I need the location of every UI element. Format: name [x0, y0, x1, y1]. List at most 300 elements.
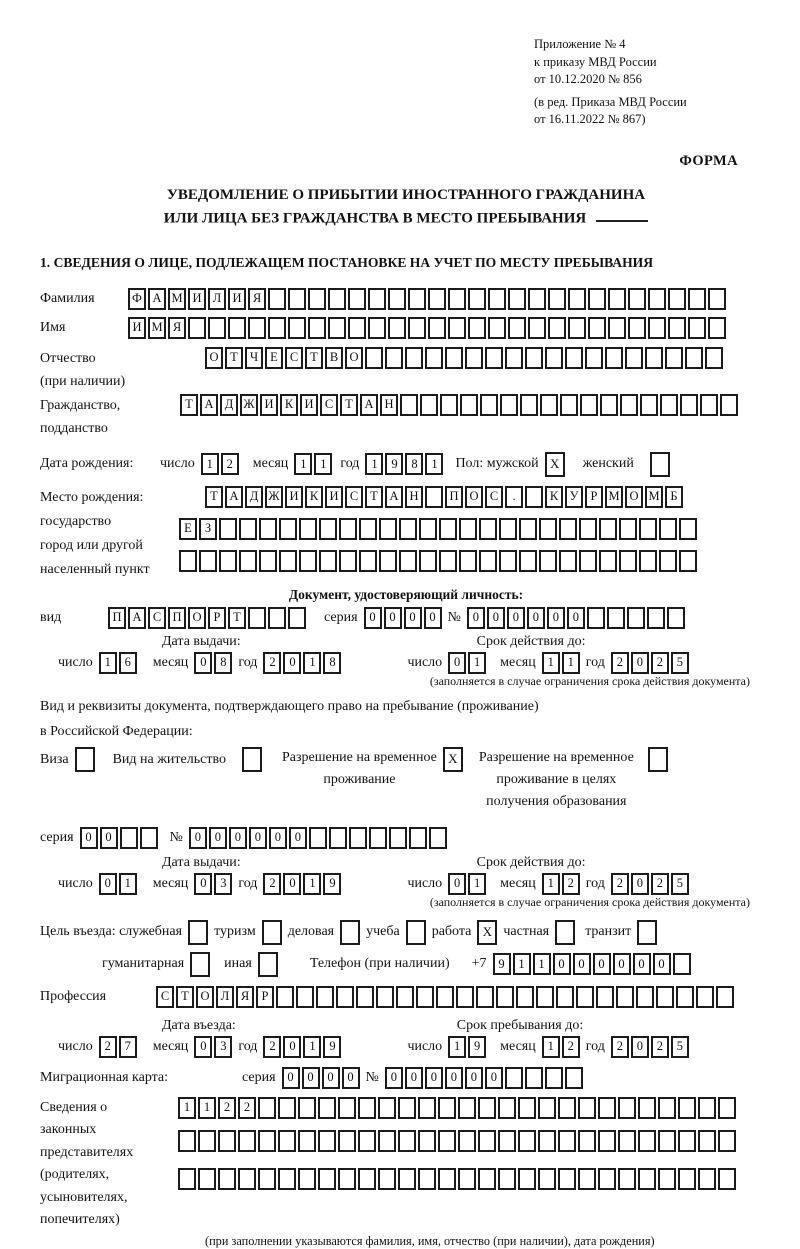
- char-box[interactable]: [369, 827, 387, 849]
- char-box[interactable]: [607, 607, 625, 629]
- char-box[interactable]: [638, 1168, 656, 1190]
- char-box[interactable]: 9: [323, 873, 341, 895]
- char-box[interactable]: [659, 550, 677, 572]
- char-box[interactable]: [538, 1097, 556, 1119]
- char-box[interactable]: [545, 1067, 563, 1089]
- char-box[interactable]: [406, 920, 426, 945]
- char-box[interactable]: 1: [314, 453, 332, 475]
- char-box[interactable]: 0: [448, 652, 466, 674]
- char-box[interactable]: Р: [208, 607, 226, 629]
- char-box[interactable]: [667, 607, 685, 629]
- char-box[interactable]: [319, 550, 337, 572]
- char-box[interactable]: [258, 952, 278, 977]
- char-box[interactable]: [438, 1130, 456, 1152]
- char-box[interactable]: [248, 607, 266, 629]
- char-box[interactable]: [458, 1130, 476, 1152]
- char-box[interactable]: 0: [631, 652, 649, 674]
- char-box[interactable]: [468, 317, 486, 339]
- char-box[interactable]: [540, 394, 558, 416]
- char-box[interactable]: [328, 288, 346, 310]
- char-box[interactable]: [650, 452, 670, 477]
- char-box[interactable]: [288, 317, 306, 339]
- char-box[interactable]: [508, 288, 526, 310]
- char-box[interactable]: 9: [468, 1036, 486, 1058]
- char-box[interactable]: 0: [342, 1067, 360, 1089]
- char-box[interactable]: [705, 347, 723, 369]
- char-box[interactable]: 0: [485, 1067, 503, 1089]
- char-box[interactable]: [400, 394, 418, 416]
- char-box[interactable]: [559, 518, 577, 540]
- char-box[interactable]: [242, 747, 262, 772]
- char-box[interactable]: Л: [208, 288, 226, 310]
- char-box[interactable]: [516, 986, 534, 1008]
- char-box[interactable]: 1: [294, 453, 312, 475]
- char-box[interactable]: [448, 317, 466, 339]
- char-box[interactable]: [518, 1168, 536, 1190]
- char-box[interactable]: [479, 518, 497, 540]
- char-box[interactable]: [620, 394, 638, 416]
- char-box[interactable]: [279, 550, 297, 572]
- char-box[interactable]: [428, 317, 446, 339]
- char-box[interactable]: [259, 550, 277, 572]
- char-box[interactable]: [485, 347, 503, 369]
- char-box[interactable]: [579, 518, 597, 540]
- char-box[interactable]: 0: [283, 873, 301, 895]
- char-box[interactable]: [539, 518, 557, 540]
- char-box[interactable]: [698, 1097, 716, 1119]
- char-box[interactable]: М: [168, 288, 186, 310]
- char-box[interactable]: [358, 1130, 376, 1152]
- char-box[interactable]: [299, 550, 317, 572]
- char-box[interactable]: [538, 1168, 556, 1190]
- char-box[interactable]: [429, 827, 447, 849]
- char-box[interactable]: [458, 1168, 476, 1190]
- char-box[interactable]: А: [148, 288, 166, 310]
- char-box[interactable]: .: [505, 486, 523, 508]
- char-box[interactable]: Л: [216, 986, 234, 1008]
- char-box[interactable]: [218, 1130, 236, 1152]
- char-box[interactable]: И: [188, 288, 206, 310]
- char-box[interactable]: [388, 317, 406, 339]
- char-box[interactable]: 2: [263, 873, 281, 895]
- char-box[interactable]: [465, 347, 483, 369]
- char-box[interactable]: [460, 394, 478, 416]
- char-box[interactable]: 0: [445, 1067, 463, 1089]
- char-box[interactable]: [408, 288, 426, 310]
- char-box[interactable]: [368, 288, 386, 310]
- char-box[interactable]: 0: [99, 873, 117, 895]
- char-box[interactable]: М: [605, 486, 623, 508]
- char-box[interactable]: 1: [201, 453, 219, 475]
- char-box[interactable]: [639, 550, 657, 572]
- char-box[interactable]: С: [285, 347, 303, 369]
- char-box[interactable]: 0: [553, 953, 571, 975]
- char-box[interactable]: 1: [533, 953, 551, 975]
- char-box[interactable]: [558, 1168, 576, 1190]
- char-box[interactable]: [618, 1168, 636, 1190]
- char-box[interactable]: [680, 394, 698, 416]
- char-box[interactable]: [528, 288, 546, 310]
- char-box[interactable]: [688, 317, 706, 339]
- char-box[interactable]: [560, 394, 578, 416]
- char-box[interactable]: [198, 1130, 216, 1152]
- char-box[interactable]: [639, 518, 657, 540]
- char-box[interactable]: 1: [365, 453, 383, 475]
- char-box[interactable]: [338, 1130, 356, 1152]
- char-box[interactable]: [479, 550, 497, 572]
- char-box[interactable]: [638, 1097, 656, 1119]
- char-box[interactable]: [625, 347, 643, 369]
- char-box[interactable]: [668, 317, 686, 339]
- char-box[interactable]: [318, 1130, 336, 1152]
- char-box[interactable]: [545, 347, 563, 369]
- char-box[interactable]: О: [188, 607, 206, 629]
- char-box[interactable]: 0: [364, 607, 382, 629]
- char-box[interactable]: [140, 827, 158, 849]
- char-box[interactable]: [378, 1097, 396, 1119]
- char-box[interactable]: [555, 920, 575, 945]
- char-box[interactable]: [678, 1168, 696, 1190]
- char-box[interactable]: Р: [256, 986, 274, 1008]
- char-box[interactable]: 2: [651, 652, 669, 674]
- char-box[interactable]: 0: [487, 607, 505, 629]
- char-box[interactable]: [459, 550, 477, 572]
- char-box[interactable]: [637, 920, 657, 945]
- char-box[interactable]: [258, 1097, 276, 1119]
- char-box[interactable]: [499, 550, 517, 572]
- char-box[interactable]: [328, 317, 346, 339]
- char-box[interactable]: [679, 518, 697, 540]
- char-box[interactable]: [585, 347, 603, 369]
- char-box[interactable]: 0: [194, 1036, 212, 1058]
- char-box[interactable]: [396, 986, 414, 1008]
- char-box[interactable]: [636, 986, 654, 1008]
- char-box[interactable]: [208, 317, 226, 339]
- char-box[interactable]: [718, 1168, 736, 1190]
- char-box[interactable]: [558, 1097, 576, 1119]
- char-box[interactable]: Д: [245, 486, 263, 508]
- char-box[interactable]: [700, 394, 718, 416]
- char-box[interactable]: 1: [425, 453, 443, 475]
- char-box[interactable]: [679, 550, 697, 572]
- char-box[interactable]: [658, 1097, 676, 1119]
- char-box[interactable]: [359, 550, 377, 572]
- char-box[interactable]: [258, 1130, 276, 1152]
- char-box[interactable]: [685, 347, 703, 369]
- char-box[interactable]: [528, 317, 546, 339]
- char-box[interactable]: [198, 1168, 216, 1190]
- char-box[interactable]: Н: [405, 486, 423, 508]
- char-box[interactable]: О: [205, 347, 223, 369]
- char-box[interactable]: [480, 394, 498, 416]
- char-box[interactable]: [587, 607, 605, 629]
- char-box[interactable]: 2: [562, 1036, 580, 1058]
- char-box[interactable]: 3: [214, 1036, 232, 1058]
- char-box[interactable]: [578, 1168, 596, 1190]
- char-box[interactable]: [505, 347, 523, 369]
- char-box[interactable]: [619, 550, 637, 572]
- char-box[interactable]: [308, 317, 326, 339]
- char-box[interactable]: [548, 288, 566, 310]
- char-box[interactable]: [405, 347, 423, 369]
- char-box[interactable]: [440, 394, 458, 416]
- char-box[interactable]: [598, 1130, 616, 1152]
- char-box[interactable]: 0: [631, 1036, 649, 1058]
- char-box[interactable]: И: [228, 288, 246, 310]
- char-box[interactable]: 0: [80, 827, 98, 849]
- char-box[interactable]: [298, 1168, 316, 1190]
- char-box[interactable]: 2: [611, 873, 629, 895]
- char-box[interactable]: 2: [263, 652, 281, 674]
- char-box[interactable]: Т: [228, 607, 246, 629]
- char-box[interactable]: [365, 347, 383, 369]
- char-box[interactable]: 1: [99, 652, 117, 674]
- char-box[interactable]: [219, 550, 237, 572]
- char-box[interactable]: 9: [385, 453, 403, 475]
- char-box[interactable]: [276, 986, 294, 1008]
- char-box[interactable]: [438, 1097, 456, 1119]
- char-box[interactable]: [525, 347, 543, 369]
- char-box[interactable]: [420, 394, 438, 416]
- char-box[interactable]: О: [196, 986, 214, 1008]
- char-box[interactable]: 0: [425, 1067, 443, 1089]
- char-box[interactable]: 0: [269, 827, 287, 849]
- char-box[interactable]: [648, 288, 666, 310]
- char-box[interactable]: [658, 1130, 676, 1152]
- char-box[interactable]: Т: [225, 347, 243, 369]
- char-box[interactable]: [278, 1097, 296, 1119]
- char-box[interactable]: [278, 1130, 296, 1152]
- char-box[interactable]: [349, 827, 367, 849]
- char-box[interactable]: [538, 1130, 556, 1152]
- char-box[interactable]: [376, 986, 394, 1008]
- char-box[interactable]: 0: [573, 953, 591, 975]
- char-box[interactable]: [340, 920, 360, 945]
- char-box[interactable]: [319, 518, 337, 540]
- char-box[interactable]: [238, 1168, 256, 1190]
- char-box[interactable]: С: [345, 486, 363, 508]
- char-box[interactable]: [389, 827, 407, 849]
- char-box[interactable]: [580, 394, 598, 416]
- char-box[interactable]: [478, 1168, 496, 1190]
- char-box[interactable]: [218, 1168, 236, 1190]
- char-box[interactable]: [329, 827, 347, 849]
- char-box[interactable]: [409, 827, 427, 849]
- char-box[interactable]: 0: [633, 953, 651, 975]
- char-box[interactable]: [678, 1097, 696, 1119]
- char-box[interactable]: [665, 347, 683, 369]
- char-box[interactable]: А: [385, 486, 403, 508]
- char-box[interactable]: [438, 1168, 456, 1190]
- char-box[interactable]: 1: [178, 1097, 196, 1119]
- char-box[interactable]: [519, 518, 537, 540]
- char-box[interactable]: 2: [651, 873, 669, 895]
- char-box[interactable]: К: [545, 486, 563, 508]
- char-box[interactable]: 1: [303, 1036, 321, 1058]
- char-box[interactable]: [288, 607, 306, 629]
- char-box[interactable]: [578, 1097, 596, 1119]
- char-box[interactable]: [518, 1130, 536, 1152]
- char-box[interactable]: 0: [194, 652, 212, 674]
- char-box[interactable]: [498, 1168, 516, 1190]
- char-box[interactable]: 5: [671, 652, 689, 674]
- char-box[interactable]: 6: [119, 652, 137, 674]
- char-box[interactable]: [259, 518, 277, 540]
- char-box[interactable]: С: [148, 607, 166, 629]
- char-box[interactable]: Т: [365, 486, 383, 508]
- char-box[interactable]: Е: [179, 518, 197, 540]
- char-box[interactable]: Т: [340, 394, 358, 416]
- char-box[interactable]: [318, 1097, 336, 1119]
- char-box[interactable]: [219, 518, 237, 540]
- char-box[interactable]: [398, 1097, 416, 1119]
- char-box[interactable]: 0: [282, 1067, 300, 1089]
- char-box[interactable]: [627, 607, 645, 629]
- char-box[interactable]: [439, 518, 457, 540]
- char-box[interactable]: [608, 288, 626, 310]
- char-box[interactable]: [673, 953, 691, 975]
- char-box[interactable]: 0: [527, 607, 545, 629]
- char-box[interactable]: Т: [305, 347, 323, 369]
- char-box[interactable]: [268, 288, 286, 310]
- char-box[interactable]: [419, 518, 437, 540]
- char-box[interactable]: [339, 550, 357, 572]
- char-box[interactable]: [608, 317, 626, 339]
- char-box[interactable]: [559, 550, 577, 572]
- char-box[interactable]: [268, 317, 286, 339]
- char-box[interactable]: 3: [214, 873, 232, 895]
- char-box[interactable]: X: [477, 920, 497, 945]
- char-box[interactable]: [578, 1130, 596, 1152]
- char-box[interactable]: [628, 288, 646, 310]
- char-box[interactable]: [379, 518, 397, 540]
- char-box[interactable]: [579, 550, 597, 572]
- char-box[interactable]: [298, 1130, 316, 1152]
- char-box[interactable]: 0: [404, 607, 422, 629]
- char-box[interactable]: 2: [611, 652, 629, 674]
- char-box[interactable]: [120, 827, 138, 849]
- char-box[interactable]: А: [360, 394, 378, 416]
- char-box[interactable]: [179, 550, 197, 572]
- char-box[interactable]: [658, 1168, 676, 1190]
- char-box[interactable]: [408, 317, 426, 339]
- char-box[interactable]: [339, 518, 357, 540]
- char-box[interactable]: 7: [119, 1036, 137, 1058]
- char-box[interactable]: [656, 986, 674, 1008]
- char-box[interactable]: 0: [467, 607, 485, 629]
- char-box[interactable]: 0: [209, 827, 227, 849]
- char-box[interactable]: [720, 394, 738, 416]
- char-box[interactable]: 1: [468, 873, 486, 895]
- char-box[interactable]: [439, 550, 457, 572]
- char-box[interactable]: [419, 550, 437, 572]
- char-box[interactable]: [600, 394, 618, 416]
- char-box[interactable]: 2: [611, 1036, 629, 1058]
- char-box[interactable]: 2: [221, 453, 239, 475]
- char-box[interactable]: [660, 394, 678, 416]
- char-box[interactable]: З: [199, 518, 217, 540]
- char-box[interactable]: [348, 317, 366, 339]
- char-box[interactable]: [309, 827, 327, 849]
- char-box[interactable]: Я: [248, 288, 266, 310]
- char-box[interactable]: 2: [562, 873, 580, 895]
- char-box[interactable]: 0: [385, 1067, 403, 1089]
- char-box[interactable]: [75, 747, 95, 772]
- char-box[interactable]: [556, 986, 574, 1008]
- char-box[interactable]: [598, 1168, 616, 1190]
- char-box[interactable]: [596, 986, 614, 1008]
- char-box[interactable]: 9: [323, 1036, 341, 1058]
- char-box[interactable]: 0: [631, 873, 649, 895]
- char-box[interactable]: [618, 1130, 636, 1152]
- char-box[interactable]: [668, 288, 686, 310]
- char-box[interactable]: [718, 1097, 736, 1119]
- char-box[interactable]: [418, 1168, 436, 1190]
- char-box[interactable]: [645, 347, 663, 369]
- char-box[interactable]: И: [260, 394, 278, 416]
- char-box[interactable]: Д: [220, 394, 238, 416]
- char-box[interactable]: Ж: [240, 394, 258, 416]
- char-box[interactable]: 0: [567, 607, 585, 629]
- char-box[interactable]: [565, 1067, 583, 1089]
- char-box[interactable]: [448, 288, 466, 310]
- char-box[interactable]: [418, 1130, 436, 1152]
- char-box[interactable]: [565, 347, 583, 369]
- char-box[interactable]: 0: [507, 607, 525, 629]
- char-box[interactable]: 1: [448, 1036, 466, 1058]
- char-box[interactable]: [616, 986, 634, 1008]
- char-box[interactable]: Р: [585, 486, 603, 508]
- char-box[interactable]: [456, 986, 474, 1008]
- char-box[interactable]: А: [200, 394, 218, 416]
- char-box[interactable]: [698, 1130, 716, 1152]
- char-box[interactable]: 0: [189, 827, 207, 849]
- char-box[interactable]: [519, 550, 537, 572]
- char-box[interactable]: [316, 986, 334, 1008]
- char-box[interactable]: [239, 518, 257, 540]
- char-box[interactable]: Т: [180, 394, 198, 416]
- char-box[interactable]: [336, 986, 354, 1008]
- char-box[interactable]: [359, 518, 377, 540]
- char-box[interactable]: 1: [198, 1097, 216, 1119]
- char-box[interactable]: [338, 1097, 356, 1119]
- char-box[interactable]: [648, 747, 668, 772]
- char-box[interactable]: [696, 986, 714, 1008]
- char-box[interactable]: [398, 1130, 416, 1152]
- char-box[interactable]: Я: [236, 986, 254, 1008]
- char-box[interactable]: [468, 288, 486, 310]
- char-box[interactable]: С: [320, 394, 338, 416]
- char-box[interactable]: [539, 550, 557, 572]
- char-box[interactable]: [476, 986, 494, 1008]
- char-box[interactable]: [399, 518, 417, 540]
- char-box[interactable]: [298, 1097, 316, 1119]
- char-box[interactable]: [505, 1067, 523, 1089]
- char-box[interactable]: [676, 986, 694, 1008]
- char-box[interactable]: 0: [653, 953, 671, 975]
- char-box[interactable]: П: [445, 486, 463, 508]
- char-box[interactable]: 0: [405, 1067, 423, 1089]
- char-box[interactable]: [647, 607, 665, 629]
- char-box[interactable]: М: [148, 317, 166, 339]
- char-box[interactable]: Б: [665, 486, 683, 508]
- char-box[interactable]: А: [225, 486, 243, 508]
- char-box[interactable]: [568, 288, 586, 310]
- char-box[interactable]: [299, 518, 317, 540]
- char-box[interactable]: [190, 952, 210, 977]
- char-box[interactable]: [188, 317, 206, 339]
- char-box[interactable]: [488, 317, 506, 339]
